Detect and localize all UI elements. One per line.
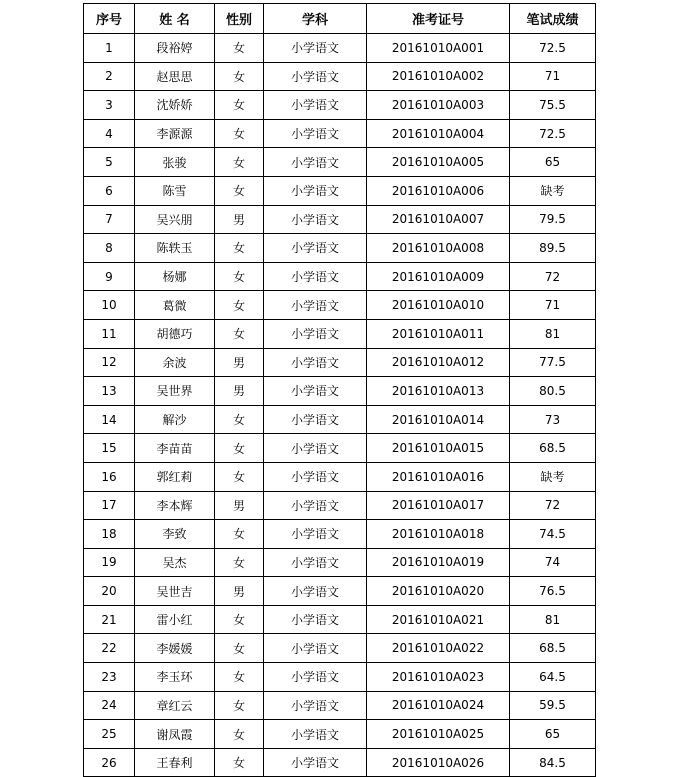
cell-written-score: 80.5 [510, 377, 596, 406]
cell-written-score: 74 [510, 548, 596, 577]
cell-subject: 小学语文 [264, 377, 367, 406]
cell-written-score: 71 [510, 291, 596, 320]
cell-name: 胡德巧 [135, 319, 215, 348]
cell-gender: 女 [215, 234, 264, 263]
cell-serial-number: 20 [84, 577, 135, 606]
cell-subject: 小学语文 [264, 491, 367, 520]
cell-written-score: 72.5 [510, 34, 596, 63]
cell-subject: 小学语文 [264, 634, 367, 663]
header-name: 姓 名 [135, 4, 215, 34]
cell-subject: 小学语文 [264, 62, 367, 91]
cell-name: 葛微 [135, 291, 215, 320]
cell-written-score: 65 [510, 720, 596, 749]
cell-exam-id: 20161010A024 [367, 691, 510, 720]
cell-serial-number: 2 [84, 62, 135, 91]
cell-serial-number: 22 [84, 634, 135, 663]
cell-serial-number: 7 [84, 205, 135, 234]
cell-gender: 女 [215, 520, 264, 549]
header-gender: 性别 [215, 4, 264, 34]
cell-exam-id: 20161010A016 [367, 462, 510, 491]
cell-gender: 女 [215, 34, 264, 63]
cell-name: 解沙 [135, 405, 215, 434]
cell-serial-number: 9 [84, 262, 135, 291]
cell-name: 吴世吉 [135, 577, 215, 606]
cell-serial-number: 11 [84, 319, 135, 348]
cell-subject: 小学语文 [264, 520, 367, 549]
cell-name: 吴世界 [135, 377, 215, 406]
cell-name: 谢凤霞 [135, 720, 215, 749]
table-row [84, 605, 596, 634]
table-row [84, 720, 596, 749]
cell-name: 李致 [135, 520, 215, 549]
table-row [84, 291, 596, 320]
cell-exam-id: 20161010A003 [367, 91, 510, 120]
cell-name: 章红云 [135, 691, 215, 720]
table-row [84, 262, 596, 291]
table-row [84, 377, 596, 406]
table-row [84, 205, 596, 234]
cell-exam-id: 20161010A008 [367, 234, 510, 263]
cell-gender: 女 [215, 148, 264, 177]
cell-serial-number: 12 [84, 348, 135, 377]
table-row [84, 663, 596, 692]
cell-exam-id: 20161010A026 [367, 748, 510, 777]
cell-written-score: 68.5 [510, 434, 596, 463]
cell-exam-id: 20161010A020 [367, 577, 510, 606]
table-row [84, 319, 596, 348]
table-row [84, 462, 596, 491]
cell-subject: 小学语文 [264, 691, 367, 720]
cell-subject: 小学语文 [264, 176, 367, 205]
cell-serial-number: 25 [84, 720, 135, 749]
cell-gender: 女 [215, 176, 264, 205]
cell-exam-id: 20161010A009 [367, 262, 510, 291]
cell-name: 张骏 [135, 148, 215, 177]
cell-written-score: 81 [510, 605, 596, 634]
cell-serial-number: 4 [84, 119, 135, 148]
table-body [84, 34, 596, 777]
table-row [84, 119, 596, 148]
cell-gender: 女 [215, 405, 264, 434]
cell-written-score: 75.5 [510, 91, 596, 120]
cell-name: 段裕婷 [135, 34, 215, 63]
table-row [84, 491, 596, 520]
cell-written-score: 79.5 [510, 205, 596, 234]
cell-serial-number: 1 [84, 34, 135, 63]
cell-name: 李本辉 [135, 491, 215, 520]
cell-serial-number: 21 [84, 605, 135, 634]
cell-exam-id: 20161010A015 [367, 434, 510, 463]
cell-name: 吴兴朋 [135, 205, 215, 234]
cell-name: 郭红莉 [135, 462, 215, 491]
cell-written-score: 84.5 [510, 748, 596, 777]
cell-exam-id: 20161010A019 [367, 548, 510, 577]
cell-exam-id: 20161010A001 [367, 34, 510, 63]
cell-subject: 小学语文 [264, 748, 367, 777]
cell-exam-id: 20161010A013 [367, 377, 510, 406]
cell-gender: 女 [215, 62, 264, 91]
cell-gender: 女 [215, 634, 264, 663]
cell-subject: 小学语文 [264, 262, 367, 291]
cell-gender: 女 [215, 462, 264, 491]
cell-written-score: 缺考 [510, 176, 596, 205]
header-row [84, 4, 596, 34]
table-row [84, 748, 596, 777]
table-row [84, 91, 596, 120]
cell-subject: 小学语文 [264, 119, 367, 148]
cell-subject: 小学语文 [264, 348, 367, 377]
cell-exam-id: 20161010A022 [367, 634, 510, 663]
cell-gender: 女 [215, 319, 264, 348]
table-row [84, 62, 596, 91]
cell-serial-number: 23 [84, 663, 135, 692]
cell-subject: 小学语文 [264, 405, 367, 434]
cell-serial-number: 26 [84, 748, 135, 777]
table-row [84, 634, 596, 663]
cell-gender: 女 [215, 434, 264, 463]
table-row [84, 148, 596, 177]
table-row [84, 520, 596, 549]
header-written-score: 笔试成绩 [510, 4, 596, 34]
score-table [83, 3, 596, 777]
cell-exam-id: 20161010A002 [367, 62, 510, 91]
table-row [84, 405, 596, 434]
cell-subject: 小学语文 [264, 91, 367, 120]
cell-exam-id: 20161010A017 [367, 491, 510, 520]
cell-subject: 小学语文 [264, 319, 367, 348]
cell-exam-id: 20161010A007 [367, 205, 510, 234]
cell-serial-number: 16 [84, 462, 135, 491]
cell-name: 陈雪 [135, 176, 215, 205]
cell-gender: 女 [215, 605, 264, 634]
cell-name: 陈轶玉 [135, 234, 215, 263]
cell-name: 王春利 [135, 748, 215, 777]
cell-serial-number: 18 [84, 520, 135, 549]
header-subject: 学科 [264, 4, 367, 34]
cell-written-score: 59.5 [510, 691, 596, 720]
cell-name: 雷小红 [135, 605, 215, 634]
table-row [84, 176, 596, 205]
cell-written-score: 65 [510, 148, 596, 177]
cell-name: 余波 [135, 348, 215, 377]
cell-serial-number: 24 [84, 691, 135, 720]
cell-subject: 小学语文 [264, 148, 367, 177]
cell-written-score: 72.5 [510, 119, 596, 148]
cell-gender: 男 [215, 348, 264, 377]
cell-written-score: 77.5 [510, 348, 596, 377]
cell-exam-id: 20161010A010 [367, 291, 510, 320]
cell-exam-id: 20161010A005 [367, 148, 510, 177]
cell-subject: 小学语文 [264, 434, 367, 463]
cell-subject: 小学语文 [264, 663, 367, 692]
cell-gender: 女 [215, 262, 264, 291]
cell-gender: 女 [215, 748, 264, 777]
cell-gender: 女 [215, 91, 264, 120]
table-row [84, 548, 596, 577]
cell-name: 沈娇娇 [135, 91, 215, 120]
cell-subject: 小学语文 [264, 720, 367, 749]
cell-subject: 小学语文 [264, 462, 367, 491]
header-serial-number: 序号 [84, 4, 135, 34]
cell-gender: 女 [215, 720, 264, 749]
cell-serial-number: 13 [84, 377, 135, 406]
cell-name: 李玉环 [135, 663, 215, 692]
cell-serial-number: 17 [84, 491, 135, 520]
table-row [84, 434, 596, 463]
cell-written-score: 74.5 [510, 520, 596, 549]
cell-gender: 女 [215, 663, 264, 692]
cell-exam-id: 20161010A012 [367, 348, 510, 377]
cell-serial-number: 8 [84, 234, 135, 263]
cell-gender: 女 [215, 291, 264, 320]
table-row [84, 34, 596, 63]
cell-written-score: 73 [510, 405, 596, 434]
cell-subject: 小学语文 [264, 34, 367, 63]
cell-name: 吴杰 [135, 548, 215, 577]
table-row [84, 577, 596, 606]
cell-gender: 女 [215, 691, 264, 720]
table-row [84, 234, 596, 263]
cell-gender: 男 [215, 377, 264, 406]
table-header [84, 4, 596, 34]
cell-serial-number: 15 [84, 434, 135, 463]
cell-written-score: 64.5 [510, 663, 596, 692]
cell-written-score: 81 [510, 319, 596, 348]
cell-written-score: 72 [510, 262, 596, 291]
cell-name: 杨娜 [135, 262, 215, 291]
cell-gender: 女 [215, 119, 264, 148]
cell-gender: 女 [215, 548, 264, 577]
cell-subject: 小学语文 [264, 234, 367, 263]
cell-name: 李媛媛 [135, 634, 215, 663]
cell-subject: 小学语文 [264, 605, 367, 634]
header-exam-id: 准考证号 [367, 4, 510, 34]
cell-serial-number: 6 [84, 176, 135, 205]
cell-written-score: 68.5 [510, 634, 596, 663]
cell-gender: 男 [215, 491, 264, 520]
cell-serial-number: 10 [84, 291, 135, 320]
cell-exam-id: 20161010A023 [367, 663, 510, 692]
cell-exam-id: 20161010A018 [367, 520, 510, 549]
cell-name: 李苗苗 [135, 434, 215, 463]
cell-written-score: 缺考 [510, 462, 596, 491]
cell-subject: 小学语文 [264, 291, 367, 320]
cell-written-score: 71 [510, 62, 596, 91]
cell-subject: 小学语文 [264, 548, 367, 577]
cell-name: 赵思思 [135, 62, 215, 91]
cell-written-score: 89.5 [510, 234, 596, 263]
cell-gender: 男 [215, 577, 264, 606]
cell-serial-number: 19 [84, 548, 135, 577]
cell-exam-id: 20161010A014 [367, 405, 510, 434]
cell-serial-number: 3 [84, 91, 135, 120]
cell-name: 李源源 [135, 119, 215, 148]
cell-exam-id: 20161010A011 [367, 319, 510, 348]
cell-exam-id: 20161010A006 [367, 176, 510, 205]
cell-exam-id: 20161010A021 [367, 605, 510, 634]
cell-exam-id: 20161010A025 [367, 720, 510, 749]
table-row [84, 691, 596, 720]
cell-subject: 小学语文 [264, 577, 367, 606]
cell-serial-number: 5 [84, 148, 135, 177]
cell-gender: 男 [215, 205, 264, 234]
cell-exam-id: 20161010A004 [367, 119, 510, 148]
table-row [84, 348, 596, 377]
cell-serial-number: 14 [84, 405, 135, 434]
cell-subject: 小学语文 [264, 205, 367, 234]
cell-written-score: 72 [510, 491, 596, 520]
cell-written-score: 76.5 [510, 577, 596, 606]
